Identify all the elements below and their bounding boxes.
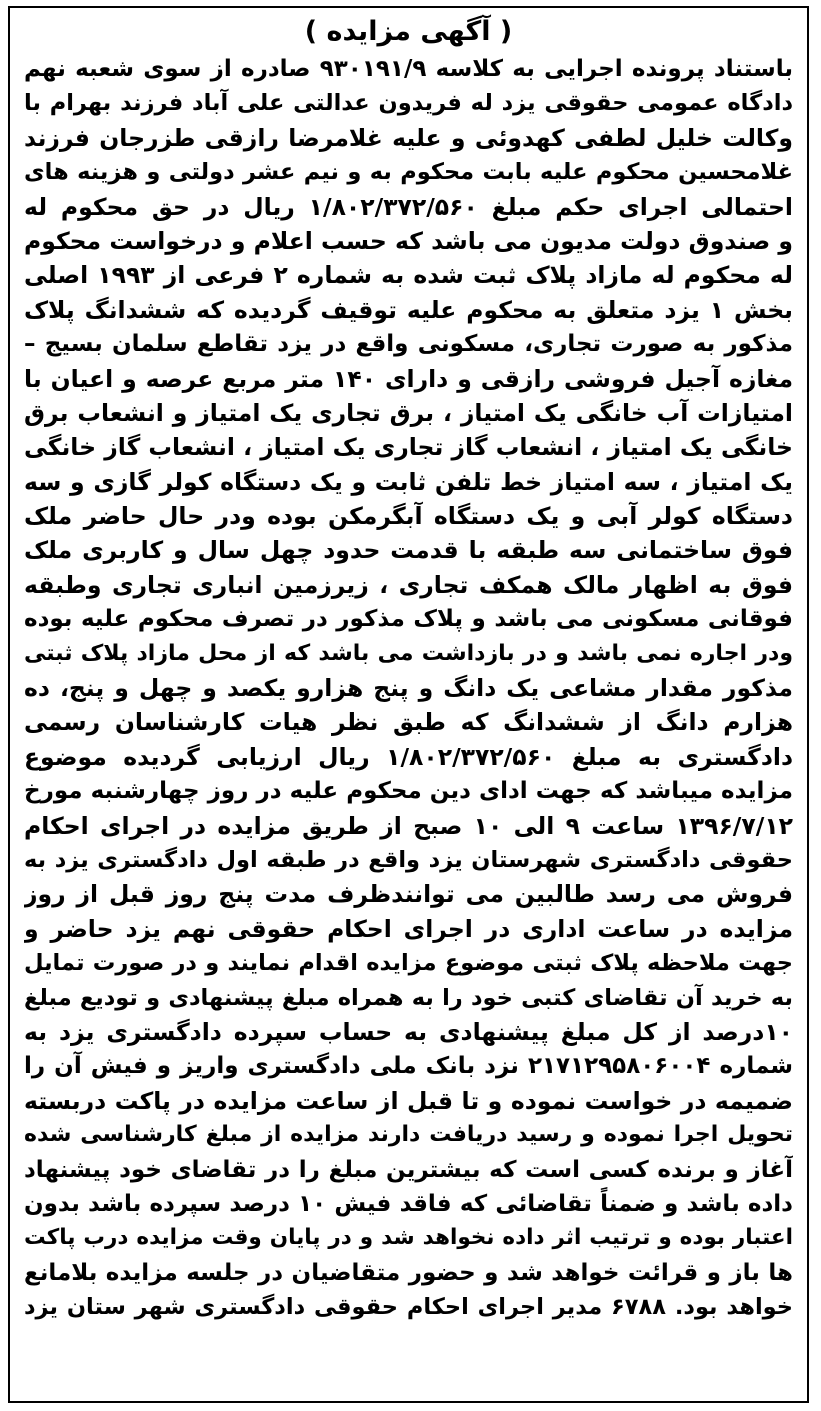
notice-line: جهت ملاحظه پلاک ثبتی موضوع مزایده اقدام نمایند و در صورت تمایل [24,950,793,977]
notice-line: غلامحسین محکوم علیه بابت محکوم به و نیم عشر دولتی و هزینه های [24,159,793,186]
notice-title: ( آگهی مزایده ) [304,16,513,47]
notice-body [24,52,793,1324]
notice-line: امتیازات آب خانگی یک امتیاز ، برق تجاری یک امتیاز و انشعاب برق [24,398,793,427]
notice-line: احتمالی اجرای حکم مبلغ ۱/۸۰۲/۳۷۲/۵۶۰ ریال در حق محکوم له [24,192,793,221]
notice-line: ضمیمه در خواست نموده و تا قبل از ساعت مزایده در پاکت دربسته [24,1086,793,1115]
notice-line: له محکوم له مازاد پلاک ثبت شده به شماره ۲ فرعی از ۱۹۹۳ اصلی [24,261,793,290]
notice-line: هزارم دانگ از ششدانگ که طبق نظر هیات کارشناسان رسمی [24,708,793,737]
notice-line: تحویل اجرا نموده و رسید دریافت دارند مزایده از مبلغ کارشناسی شده [24,1122,793,1148]
notice-line: و صندوق دولت مدیون می باشد که حسب اعلام و درخواست محکوم [24,226,793,255]
notice-line: ۱۳۹۶/۷/۱۲ ساعت ۹ الی ۱۰ صبح از طریق مزایده در اجرای احکام [24,811,793,840]
notice-line: وکالت خلیل لطفی کهدوئی و علیه غلامرضا رازقی طزرجان فرزند [24,123,793,152]
notice-line: خواهد بود. ۶۷۸۸ مدیر اجرای احکام حقوقی دادگستری شهر ستان یزد [24,1294,793,1321]
notice-line: داده باشد و ضمناً تقاضائی که فاقد فیش ۱۰ درصد سپرده باشد بدون [24,1190,793,1217]
notice-line: مذکور مقدار مشاعی یک دانگ و پنج هزارو یکصد و چهل و پنج، ده [24,674,793,703]
notice-line: فوقانی مسکونی می باشد و پلاک مذکور در تصرف محکوم علیه بوده [24,606,793,633]
notice-line: یک امتیاز ، سه امتیاز خط تلفن ثابت و یک دستگاه کولر گازی و سه [24,467,793,496]
notice-line: فروش می رسد طالبین می توانندظرف مدت پنج روز قبل از روز [24,880,793,909]
notice-line: ۱۰درصد از کل مبلغ پیشنهادی به حساب سپرده دادگستری یزد به [24,1017,793,1046]
notice-line: ها باز و قرائت خواهد شد و حضور متقاضیان در جلسه مزایده بلامانع [24,1259,793,1286]
notice-line: شماره ۲۱۷۱۲۹۵۸۰۶۰۰۴ نزد بانک ملی دادگستری واریز و فیش آن را [24,1053,793,1080]
notice-line: دادگستری به مبلغ ۱/۸۰۲/۳۷۲/۵۶۰ ریال ارزیابی گردیده موضوع [24,742,793,771]
notice-line: ودر اجاره نمی باشد و در بازداشت می باشد که از محل مازاد پلاک ثبتی [24,640,793,666]
notice-line: به خرید آن تقاضای کتبی خود را به همراه مبلغ پیشنهادی و تودیع مبلغ [24,984,793,1011]
notice-line: فوق ساختمانی سه طبقه با قدمت حدود چهل سال و کاربری ملک [24,536,793,565]
notice-line: مزایده میباشد که جهت ادای دین محکوم علیه در روز چهارشنبه مورخ [24,778,793,805]
notice-frame [8,6,809,1403]
notice-line: دادگاه عمومی حقوقی یزد له فریدون عدالتی علی آباد فرزند بهرام با [24,90,793,117]
notice-line: دستگاه کولر آبی و یک دستگاه آبگرمکن بوده ودر حال حاضر ملک [24,502,793,531]
notice-line: حقوقی دادگستری شهرستان یزد واقع در طبقه اول دادگستری یزد به [24,846,793,873]
notice-line: مزایده در ساعت اداری در اجرای احکام حقوقی نهم یزد حاضر و [24,914,793,943]
notice-line: بخش ۱ یزد متعلق به محکوم علیه توقیف گردیده که ششدانگ پلاک [24,295,793,324]
notice-line: باستناد پرونده اجرایی به کلاسه ۹۳۰۱۹۱/۹ صادره از سوی شعبه نهم [24,56,793,82]
notice-line: مذکور به صورت تجاری، مسکونی واقع در یزد تقاطع سلمان بسیج – [24,331,793,358]
notice-line: فوق به اظهار مالک همکف تجاری ، زیرزمین انباری تجاری وطبقه [24,570,793,599]
notice-line: آغاز و برنده کسی است که بیشترین مبلغ را در تقاضای خود پیشنهاد [24,1156,793,1183]
notice-line: اعتبار بوده و ترتیب اثر داده نخواهد شد و در پایان وقت مزایده درب پاکت [24,1225,793,1251]
notice-line: خانگی یک امتیاز ، انشعاب گاز تجاری یک امتیاز ، انشعاب گاز خانگی [24,433,793,462]
notice-line: مغازه آجیل فروشی رازقی و دارای ۱۴۰ متر مربع عرصه و اعیان با [24,364,793,393]
